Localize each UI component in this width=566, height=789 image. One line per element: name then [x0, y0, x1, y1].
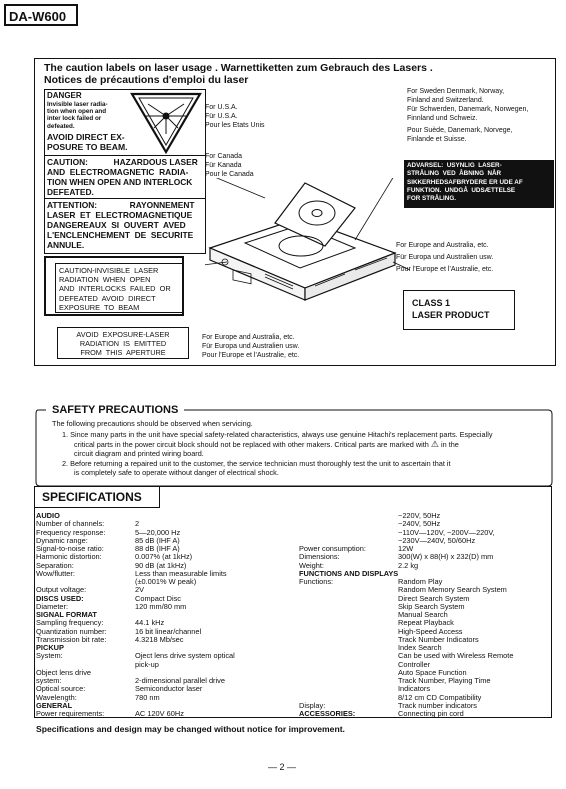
avoid-exposure-line: AVOID EXPOSURE-LASER: [76, 330, 170, 339]
europe-label: For Europe and Australia, etc.: [202, 334, 295, 341]
spec-value: Can be used with Wireless Remote: [398, 651, 514, 661]
spec-value: ~110V—120V, ~200V—220V,: [398, 527, 495, 537]
caution-line: DEFEATED.: [47, 187, 94, 197]
spec-label: ACCESSORIES:: [299, 709, 356, 718]
caution-invisible-label: [55, 263, 183, 313]
spec-value: High-Speed Access: [398, 626, 463, 636]
spec-value: 2: [135, 519, 140, 529]
safety-line: 1. Since many parts in the unit have special safety-related characteristics, always use genuine Hitachi's replacement parts. Especially: [62, 430, 493, 439]
spec-label: Display:: [299, 700, 326, 710]
usa-label: Für U.S.A.: [205, 113, 238, 120]
nordic-label: Pour Suède, Danemark, Norvege,: [407, 127, 513, 134]
spec-label: Power requirements:: [36, 709, 105, 718]
cd-player-illustration: [205, 178, 410, 308]
spec-label: Power consumption:: [299, 544, 366, 553]
spec-value: 2V: [135, 585, 145, 595]
nordic-label: Finland and Switzerland.: [407, 97, 484, 104]
class1-line: LASER PRODUCT: [412, 310, 490, 320]
spec-label: Object lens drive: [36, 667, 92, 677]
advarsel-line: ADVARSEL: USYNLIG LASER-: [407, 162, 502, 169]
spec-label: system:: [36, 676, 62, 685]
danger-title: DANGER: [47, 91, 82, 100]
caution-line: CAUTION: HAZARDOUS LASER: [47, 157, 198, 167]
attention-line: L'ENCLENCHEMENT DE SECURITE: [47, 230, 194, 240]
safety-line: [62, 440, 542, 450]
advarsel-line: FOR STRÅLING.: [407, 195, 456, 203]
nordic-labels: [407, 87, 528, 144]
danger-big-line: AVOID DIRECT EX-: [47, 132, 125, 142]
laser-warning-triangle-icon: [130, 92, 202, 154]
spec-value: Index Search: [398, 643, 442, 652]
danger-small-line: tion when open and: [47, 108, 107, 116]
europe-labels-right: [396, 241, 493, 274]
danger-divider: [44, 155, 206, 156]
spec-label: Number of channels:: [36, 519, 105, 529]
advarsel-line: FUNKTION. UNDGÅ UDSÆTTELSE: [407, 186, 516, 194]
spec-label: Harmonic distortion:: [36, 552, 102, 562]
spec-label: Wavelength:: [36, 692, 77, 702]
spec-value: 88 dB (IHF A): [135, 544, 180, 553]
spec-value: pick-up: [135, 659, 159, 669]
caution-invisible-line: AND INTERLOCKS FAILED OR: [59, 284, 171, 294]
spec-label: Optical source:: [36, 684, 86, 694]
spec-label: Functions:: [299, 577, 334, 586]
canada-label: Für Kanada: [205, 162, 242, 169]
spec-label: Output voltage:: [36, 585, 87, 595]
spec-value: ~240V, 50Hz: [398, 519, 441, 529]
nordic-label: For Sweden Denmark, Norway,: [407, 88, 505, 95]
spec-label: Transmission bit rate:: [36, 634, 107, 644]
spec-label: Diameter:: [36, 601, 69, 611]
danger-small-text: [47, 101, 108, 130]
caution-line: TION WHEN OPEN AND INTERLOCK: [47, 177, 193, 187]
spec-label: SIGNAL FORMAT: [36, 610, 97, 619]
specifications-title: SPECIFICATIONS: [42, 490, 142, 504]
spec-value: 16 bit linear/channel: [135, 626, 202, 636]
attention-line: LASER ET ELECTROMAGNETIQUE: [47, 210, 193, 220]
class1-line: CLASS 1: [412, 298, 451, 308]
safety-line: is completely safe to operate without danger of electrical shock.: [74, 468, 279, 478]
spec-value: Indicators: [398, 684, 431, 694]
spec-value: 44.1 kHz: [135, 618, 165, 628]
spec-value: ~230V—240V, 50/60Hz: [398, 535, 476, 545]
spec-value: Auto Space Function: [398, 667, 467, 677]
advarsel-line: STRÅLING VED ÅBNING NÅR: [407, 170, 502, 178]
caution-hazardous-text: [47, 157, 198, 197]
safety-intro: The following precautions should be observed when servicing.: [52, 419, 253, 428]
attention-line: ANNULE.: [47, 240, 85, 250]
danger-small-line: inter lock failed or: [47, 115, 102, 123]
avoid-exposure-line: FROM THIS APERTURE: [80, 348, 166, 358]
usa-labels: [205, 103, 265, 130]
spec-label: Frequency response:: [36, 527, 106, 537]
caution-line: AND ELECTROMAGNETIC RADIA-: [47, 167, 189, 177]
safety-title: SAFETY PRECAUTIONS: [52, 404, 179, 416]
spec-value: 4.3218 Mb/sec: [135, 634, 184, 644]
caution-divider: [44, 198, 206, 199]
nordic-label: Finlande et Suisse.: [407, 136, 467, 143]
canada-labels: [205, 152, 254, 179]
caution-invisible-line: EXPOSURE TO BEAM: [59, 302, 140, 312]
europe-label: Pour l'Europe et l'Australie, etc.: [202, 352, 300, 359]
caution-header: [44, 62, 433, 86]
safety-text: in the: [441, 439, 459, 449]
model-label: DA-W600: [4, 4, 78, 26]
avoid-exposure-line: RADIATION IS EMITTED: [79, 339, 167, 349]
spec-value: 300(W) x 88(H) x 232(D) mm: [398, 552, 494, 562]
spec-value: Semiconductor laser: [135, 684, 203, 694]
spec-label: Wow/flutter:: [36, 568, 75, 578]
europe-label: Für Europa und Australien usw.: [202, 343, 300, 350]
spec-label: Dynamic range:: [36, 535, 88, 545]
spec-label: Dimensions:: [299, 552, 340, 562]
europe-label: Pour l'Europe et l'Australie, etc.: [396, 266, 494, 273]
danger-small-line: Invisible laser radia-: [47, 101, 108, 108]
spec-label: AUDIO: [36, 511, 60, 520]
europe-labels-bottom: [202, 333, 299, 360]
spec-value: Random Memory Search System: [398, 585, 507, 595]
usa-label: Pour les Etats Unis: [205, 122, 265, 129]
caution-header-line2: Notices de précautions d'emploi du laser: [44, 74, 249, 86]
spec-value: Track Number Indicators: [398, 634, 479, 644]
spec-value: 2.2 kg: [398, 560, 419, 570]
spec-label: Weight:: [299, 560, 324, 570]
spec-value: Manual Search: [398, 610, 448, 619]
danger-big-text: [47, 132, 128, 152]
spec-label: Sampling frequency:: [36, 618, 104, 628]
caution-invisible-line: DEFEATED AVOID DIRECT: [59, 293, 156, 303]
caution-invisible-line: CAUTION-INVISIBLE LASER: [59, 266, 159, 275]
usa-label: For U.S.A.: [205, 104, 238, 111]
spec-value: 2-dimensional parallel drive: [135, 676, 225, 685]
nordic-label: Finnland und Schweiz.: [407, 115, 478, 122]
safety-line: circuit diagram and printed wiring board.: [74, 449, 204, 459]
europe-label: Für Europa und Australien usw.: [396, 254, 494, 261]
spec-value: Less than measurable limits: [135, 568, 227, 578]
spec-label: Signal-to-noise ratio:: [36, 544, 104, 553]
spec-value: Repeat Playback: [398, 618, 454, 628]
spec-value: Skip Search System: [398, 601, 465, 611]
spec-value: 85 dB (IHF A): [135, 535, 180, 545]
safety-line: 2. Before returning a repaired unit to the customer, the service technician must thoroughly test the unit to ascertain that it: [62, 458, 451, 468]
canada-label: For Canada: [205, 153, 242, 160]
spec-value: 8/12 cm CD Compatibility: [398, 692, 482, 702]
spec-label: DISCS USED:: [36, 593, 84, 603]
spec-value: 120 mm/80 mm: [135, 601, 187, 611]
spec-value: 0.007% (at 1kHz): [135, 552, 193, 562]
europe-label: For Europe and Australia, etc.: [396, 242, 489, 249]
danger-small-line: defeated.: [47, 122, 75, 130]
spec-value: Direct Search System: [398, 593, 470, 603]
class1-label: [403, 290, 515, 330]
spec-value: Random Play: [398, 577, 443, 586]
attention-line: ATTENTION: RAYONNEMENT: [47, 200, 195, 210]
danger-big-line: POSURE TO BEAM.: [47, 142, 128, 152]
spec-label: FUNCTIONS AND DISPLAYS: [299, 568, 399, 578]
advarsel-line: SIKKERHEDSAFBRYDERE ER UDE AF: [407, 178, 523, 186]
spec-value: Controller: [398, 659, 431, 669]
spec-value: Track number indicators: [398, 700, 477, 710]
spec-value: Track Number, Playing Time: [398, 676, 491, 685]
spec-value: AC 120V 60Hz: [135, 709, 184, 718]
warning-triangle-icon: ⚠: [430, 438, 439, 449]
spec-value: 780 nm: [135, 692, 160, 702]
caution-header-line1: The caution labels on laser usage . Warnettiketten zum Gebrauch des Lasers .: [44, 62, 433, 74]
spec-label: System:: [36, 651, 63, 661]
attention-text: [47, 200, 195, 250]
advarsel-label: [404, 160, 554, 208]
canada-label: Pour le Canada: [205, 171, 254, 178]
nordic-label: Für Schwerden, Danemark, Norwegen,: [407, 106, 529, 113]
spec-value: 5—20,000 Hz: [135, 527, 181, 537]
spec-label: Quantization number:: [36, 626, 107, 636]
spec-value: 12W: [398, 544, 414, 553]
spec-value: Connecting pin cord: [398, 709, 464, 718]
safety-text: critical parts in the power circuit block should not be replaced with other makers. Critical parts are marked with: [74, 439, 429, 449]
caution-invisible-line: RADIATION WHEN OPEN: [59, 275, 151, 285]
spec-label: GENERAL: [36, 700, 73, 710]
spec-label: Separation:: [36, 560, 74, 570]
spec-value: Oject lens drive system optical: [135, 651, 235, 661]
footer-note: Specifications and design may be changed without notice for improvement.: [36, 724, 345, 734]
spec-label: PICKUP: [36, 643, 64, 652]
attention-line: DANGEREAUX SI OUVERT AVED: [47, 220, 186, 230]
page-number: — 2 —: [268, 762, 297, 772]
safety-item-1: [62, 430, 542, 478]
spec-value: Compact Disc: [135, 593, 181, 603]
spec-value: ~220V, 50Hz: [398, 511, 441, 520]
spec-value: 90 dB (at 1kHz): [135, 560, 187, 570]
spec-value: (±0.001% W peak): [135, 577, 197, 586]
avoid-exposure-label: [57, 327, 189, 359]
